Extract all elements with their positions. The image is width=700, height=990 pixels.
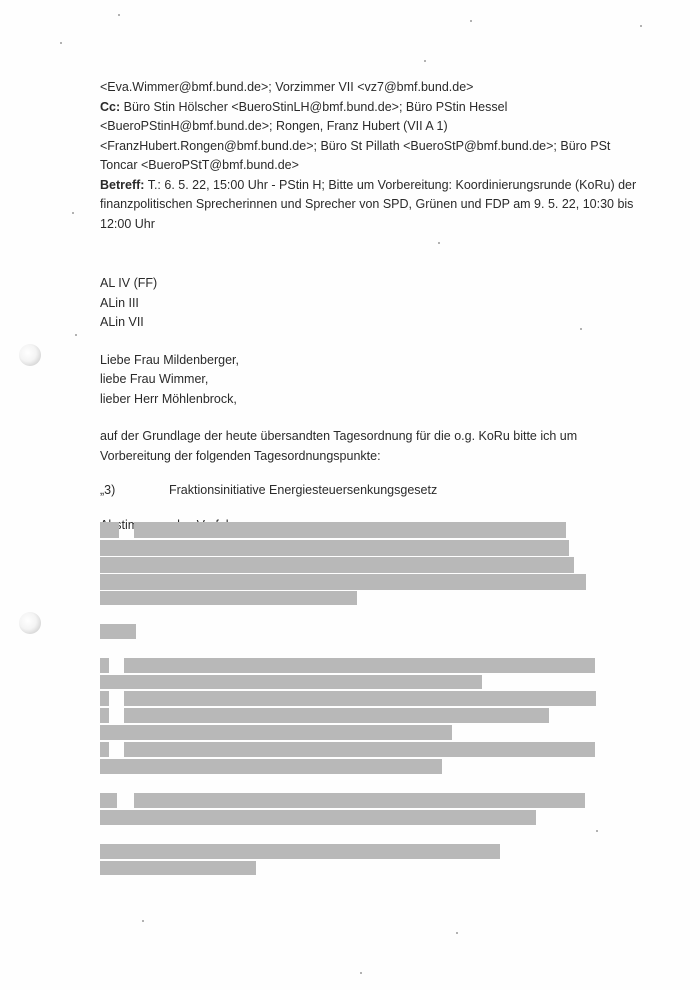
intro-line: auf der Grundlage der heute übersandten Tagesordnung für die o.g. KoRu bitte ich um [100, 429, 578, 443]
scan-speck [118, 14, 120, 16]
redaction-bar [134, 522, 566, 538]
redaction-bar [100, 691, 109, 706]
scan-speck [360, 972, 362, 974]
redaction-bar [100, 742, 109, 757]
scan-speck [142, 920, 144, 922]
scan-speck [470, 20, 472, 22]
email-subject-line: finanzpolitischen Sprecherinnen und Sprecher von SPD, Grünen und FDP am 9. 5. 22, 10:30 bis [100, 197, 634, 211]
intro-line: Vorbereitung der folgenden Tagesordnungspunkte: [100, 448, 381, 463]
punch-hole [19, 344, 41, 366]
email-cc-line: <BueroPStinH@bmf.bund.de>; Rongen, Franz Hubert (VII A 1) [100, 119, 448, 133]
scan-speck [72, 212, 74, 214]
punch-hole [19, 612, 41, 634]
recipient-line: AL IV (FF) [100, 276, 158, 290]
redaction-bar [100, 624, 136, 639]
redaction-bar [100, 540, 569, 556]
redaction-bar [100, 658, 109, 673]
redaction-bar [100, 861, 256, 875]
scan-speck [424, 60, 426, 62]
subject-label: Betreff: [100, 177, 145, 192]
email-cc-line: Toncar <BueroPStT@bmf.bund.de> [100, 158, 299, 172]
salutation-line: lieber Herr Möhlenbrock, [100, 391, 237, 406]
redaction-bar [100, 708, 109, 723]
redaction-bar [100, 810, 536, 825]
scan-speck [75, 334, 77, 336]
scan-speck [640, 25, 642, 27]
email-subject-line: 12:00 Uhr [100, 216, 155, 231]
agenda-item-number: „3) [100, 483, 116, 497]
redaction-bar [124, 691, 596, 706]
agenda-item [100, 481, 620, 501]
scan-speck [60, 42, 62, 44]
redaction-bar [100, 574, 586, 590]
redaction-bar [100, 591, 357, 605]
redaction-bar [124, 658, 595, 673]
redaction-bar [100, 522, 119, 538]
email-to-line: <Eva.Wimmer@bmf.bund.de>; Vorzimmer VII <vz7@bmf.bund.de> [100, 80, 474, 94]
redaction-bar [100, 675, 482, 689]
scan-speck [456, 932, 458, 934]
email-subject-line [100, 176, 637, 196]
recipient-line: ALin VII [100, 315, 144, 329]
redaction-bar [134, 793, 585, 808]
redaction-bar [100, 793, 117, 808]
email-cc-line [100, 98, 620, 118]
redaction-bar [124, 742, 595, 757]
redaction-bar [100, 557, 574, 573]
letter-body [100, 78, 637, 535]
cc-text: Büro Stin Hölscher <BueroStinLH@bmf.bund.de>; Büro PStin Hessel [123, 99, 508, 114]
redaction-bar [124, 708, 549, 723]
email-cc-line: <FranzHubert.Rongen@bmf.bund.de>; Büro St Pillath <BueroStP@bmf.bund.de>; Büro PSt [100, 138, 611, 153]
redaction-bar [100, 844, 500, 859]
redaction-bar [100, 759, 442, 774]
scan-speck [596, 830, 598, 832]
recipient-line: ALin III [100, 295, 139, 310]
salutation-line: Liebe Frau Mildenberger, [100, 352, 239, 367]
cc-label: Cc: [100, 99, 121, 114]
agenda-item-title: Fraktionsinitiative Energiesteuersenkungsgesetz [169, 483, 438, 497]
subject-text: T.: 6. 5. 22, 15:00 Uhr - PStin H; Bitte um Vorbereitung: Koordinierungsrunde (KoRu) der [147, 177, 637, 192]
salutation-line: liebe Frau Wimmer, [100, 372, 209, 386]
redaction-bar [100, 725, 452, 740]
